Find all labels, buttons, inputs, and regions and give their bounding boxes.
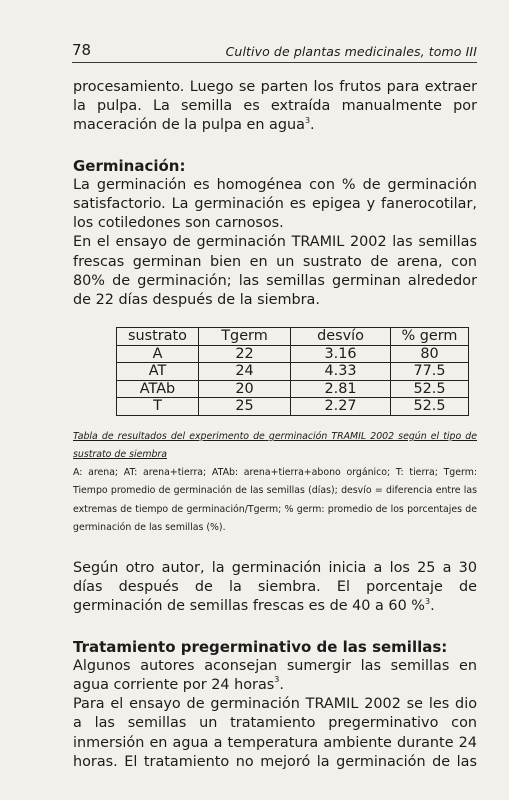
tratamiento-heading: Tratamiento pregerminativo de las semillas:: [73, 637, 448, 656]
table-cell: T: [117, 398, 199, 416]
table-row: [117, 398, 469, 416]
germinacion-heading: Germinación:: [73, 156, 186, 175]
otro-autor-footnote-ref: 3: [424, 596, 431, 606]
tratamiento-paragraph-2: Para el ensayo de germinación TRAMIL 2002 se les dio a las semillas un tratamiento pregerminativo con inmersión en agua a temperatura ambiente durante 24 horas. El tratamiento no mejoró la germinación de las: [73, 696, 477, 770]
table-header-cell: desvío: [291, 328, 391, 346]
table-row: [117, 345, 469, 363]
table-row: [117, 380, 469, 398]
table-cell: 4.33: [291, 363, 391, 381]
page-body: [73, 78, 477, 772]
table-header-row: [117, 328, 469, 346]
germinacion-paragraph-1: La germinación es homogénea con % de germinación satisfactorio. La germinación es epigea y fanerocotilar, los cotiledones son carnosos.: [73, 176, 477, 232]
table-cell: 3.16: [291, 345, 391, 363]
page-number: 78: [72, 41, 92, 59]
table-cell: 52.5: [391, 380, 469, 398]
intro-paragraph: [73, 78, 477, 136]
germinacion-paragraph-2: En el ensayo de germinación TRAMIL 2002 las semillas frescas germinan bien en un sustrato de arena, con 80% de germinación; las semillas germinan alrededor de 22 días después de la siembra.: [73, 234, 477, 309]
otro-autor-end: .: [430, 598, 435, 615]
table-cell: ATAb: [117, 380, 199, 398]
caption-title: Tabla de resultados del experimento de germinación TRAMIL 2002 según el tipo de sustrato de siembra: [73, 430, 477, 460]
table-cell: 77.5: [391, 363, 469, 381]
table-caption: [73, 428, 477, 537]
intro-end: .: [310, 117, 315, 134]
table-header-cell: sustrato: [117, 328, 199, 346]
caption-legend: A: arena; AT: arena+tierra; ATAb: arena+tierra+abono orgánico; T: tierra; Tgerm: Tiempo promedio de germinación de las semillas (días); desvío = diferencia entre las extremas de tiempo de germinación/Tgerm; % germ: promedio de los porcentajes de germinación de las semillas (%).: [73, 467, 477, 533]
tratamiento-text-1: Algunos autores aconsejan sumergir las semillas en agua corriente por 24 horas: [73, 657, 477, 693]
table-cell: 52.5: [391, 398, 469, 416]
table-cell: AT: [117, 363, 199, 381]
intro-footnote-ref: 3: [304, 115, 311, 125]
running-title: Cultivo de plantas medicinales, tomo III: [225, 44, 477, 59]
table-row: [117, 363, 469, 381]
table-cell: 24: [199, 363, 291, 381]
otro-autor-text: Según otro autor, la germinación inicia a los 25 a 30 días después de la siembra. El porcentaje de germinación de semillas frescas es de 40 a 60 %: [73, 559, 477, 615]
table-cell: 2.27: [291, 398, 391, 416]
intro-text: procesamiento. Luego se parten los frutos para extraer la pulpa. La semilla es extraída manualmente por maceración de la pulpa en agua: [73, 79, 477, 134]
tratamiento-paragraph-1: [73, 657, 477, 695]
table-cell: 80: [391, 345, 469, 363]
table-header-cell: Tgerm: [199, 328, 291, 346]
table-cell: 22: [199, 345, 291, 363]
table-cell: A: [117, 345, 199, 363]
table-cell: 25: [199, 398, 291, 416]
table-cell: 2.81: [291, 380, 391, 398]
otro-autor-paragraph: [73, 559, 477, 617]
results-table: [116, 327, 469, 416]
table-header-cell: % germ: [391, 328, 469, 346]
tratamiento-end-1: .: [279, 676, 284, 693]
table-cell: 20: [199, 380, 291, 398]
page-header: [72, 40, 477, 63]
tratamiento-footnote-ref: 3: [274, 675, 280, 685]
